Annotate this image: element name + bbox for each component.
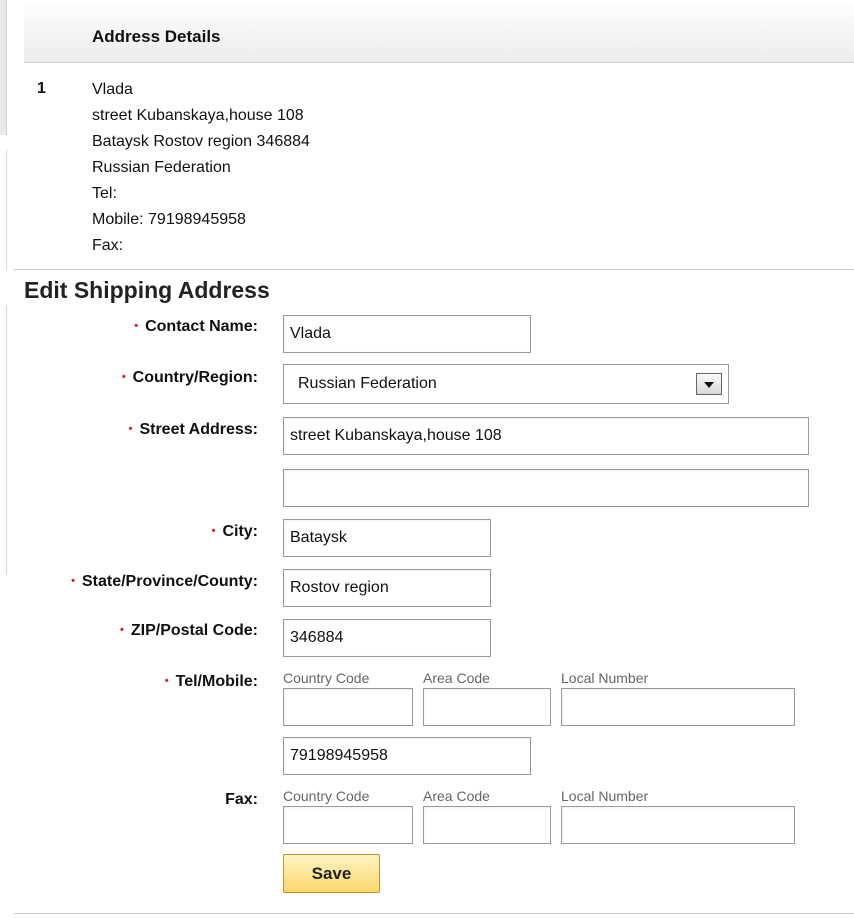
address-name: Vlada — [92, 81, 133, 98]
required-marker: • — [128, 423, 133, 435]
required-marker: • — [211, 525, 216, 537]
fax-area-code-input[interactable] — [423, 806, 551, 844]
city-input[interactable]: Bataysk — [283, 519, 491, 557]
tel-local-number-input[interactable] — [561, 688, 795, 726]
tel-country-code-label: Country Code — [283, 670, 370, 686]
country-select[interactable] — [283, 364, 729, 404]
tel-mobile-label: • Tel/Mobile: — [164, 673, 258, 690]
zip-input[interactable]: 346884 — [283, 619, 491, 657]
left-panel-edge — [0, 0, 7, 135]
state-input[interactable]: Rostov region — [283, 569, 491, 607]
fax-label: Fax: — [225, 791, 258, 808]
street-address-line2-input[interactable] — [283, 469, 809, 507]
country-label: • Country/Region: — [121, 369, 258, 386]
address-street: street Kubanskaya,house 108 — [92, 107, 304, 124]
mobile-input[interactable]: 79198945958 — [283, 737, 531, 775]
section-divider — [14, 269, 854, 270]
street-address-input[interactable]: street Kubanskaya,house 108 — [283, 417, 809, 455]
address-fax: Fax: — [92, 237, 124, 254]
address-details-title: Address Details — [92, 27, 221, 46]
city-label: • City: — [211, 523, 258, 540]
tel-country-code-input[interactable] — [283, 688, 413, 726]
bottom-divider — [14, 913, 854, 914]
address-block — [92, 77, 310, 259]
zip-label: • ZIP/Postal Code: — [120, 622, 258, 639]
address-details-header — [24, 6, 854, 63]
required-marker: • — [164, 675, 169, 687]
fax-country-code-label: Country Code — [283, 788, 370, 804]
required-marker: • — [134, 320, 139, 332]
edit-shipping-title: Edit Shipping Address — [24, 277, 270, 303]
address-city-line: Bataysk Rostov region 346884 — [92, 133, 310, 150]
required-marker: • — [121, 371, 126, 383]
tel-area-code-label: Area Code — [423, 670, 490, 686]
contact-name-label: • Contact Name: — [134, 318, 258, 335]
tel-local-number-label: Local Number — [561, 670, 649, 686]
address-tel: Tel: — [92, 185, 117, 202]
contact-name-input[interactable]: Vlada — [283, 315, 531, 353]
required-marker: • — [71, 575, 75, 587]
fax-local-number-label: Local Number — [561, 788, 649, 804]
save-button[interactable]: Save — [283, 854, 380, 893]
street-address-label: • Street Address: — [128, 421, 258, 438]
left-panel-edge — [0, 150, 7, 270]
state-label: • State/Province/County: — [71, 573, 258, 590]
fax-local-number-input[interactable] — [561, 806, 795, 844]
left-panel-edge — [0, 305, 7, 575]
fax-area-code-label: Area Code — [423, 788, 490, 804]
address-index: 1 — [37, 80, 46, 97]
address-mobile: Mobile: 79198945958 — [92, 211, 246, 228]
fax-country-code-input[interactable] — [283, 806, 413, 844]
dropdown-arrow-icon[interactable] — [696, 373, 722, 395]
country-select-value: Russian Federation — [298, 375, 437, 392]
required-marker: • — [120, 624, 124, 636]
address-country: Russian Federation — [92, 159, 231, 176]
tel-area-code-input[interactable] — [423, 688, 551, 726]
